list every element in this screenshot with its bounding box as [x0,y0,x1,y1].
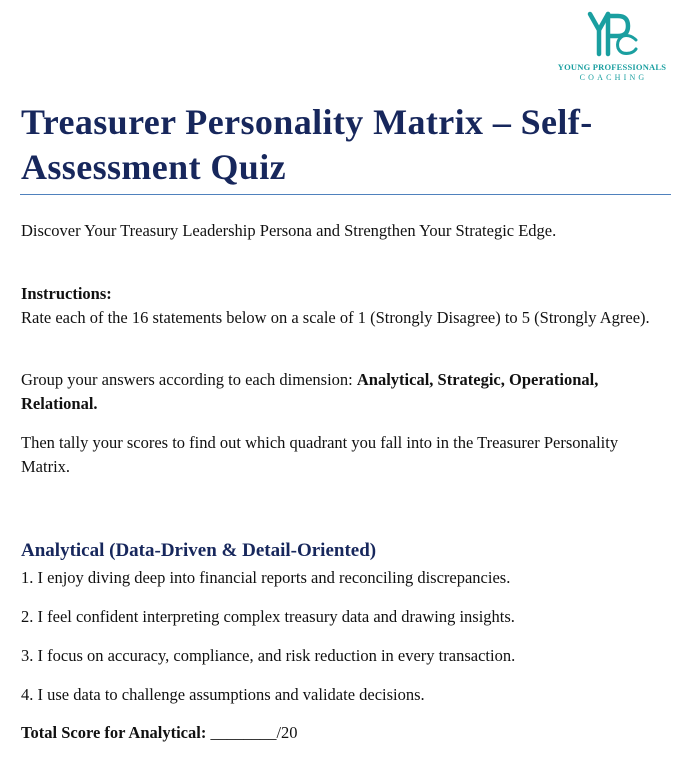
total-score-analytical [21,721,298,745]
list-item: 2. I feel confident interpreting complex treasury data and drawing insights. [21,607,515,626]
ypc-monogram-icon [584,10,640,60]
instructions-group-prefix: Group your answers according to each dimension: [21,370,357,389]
title-line-1: Treasurer Personality Matrix – Self- [21,102,593,142]
logo-text-young-professionals: YOUNG PROFESSIONALS [557,62,667,72]
subtitle: Discover Your Treasury Leadership Persona and Strengthen Your Strategic Edge. [21,221,557,240]
page-title [21,100,661,190]
list-item: 4. I use data to challenge assumptions and validate decisions. [21,685,425,704]
instructions-rate: Rate each of the 16 statements below on a scale of 1 (Strongly Disagree) to 5 (Strongly Agree). [21,308,650,327]
total-score-blank: ________/20 [206,723,298,742]
ypc-logo [548,10,676,84]
section-heading-analytical: Analytical (Data-Driven & Detail-Oriented) [21,540,377,561]
title-divider [20,194,671,195]
total-score-label: Total Score for Analytical: [21,723,207,742]
title-line-2: Assessment Quiz [21,147,286,187]
logo-text-coaching: COACHING [579,73,648,82]
list-item: 3. I focus on accuracy, compliance, and risk reduction in every transaction. [21,646,516,665]
instructions-label: Instructions: [21,284,112,303]
instructions-group-dimensions: Analytical, Strategic, Operational, Relational. [21,370,599,413]
list-item: 1. I enjoy diving deep into financial reports and reconciling discrepancies. [21,568,511,587]
instructions-group [21,368,666,416]
instructions-tally: Then tally your scores to find out which quadrant you fall into in the Treasurer Personality Matrix. [21,433,619,476]
